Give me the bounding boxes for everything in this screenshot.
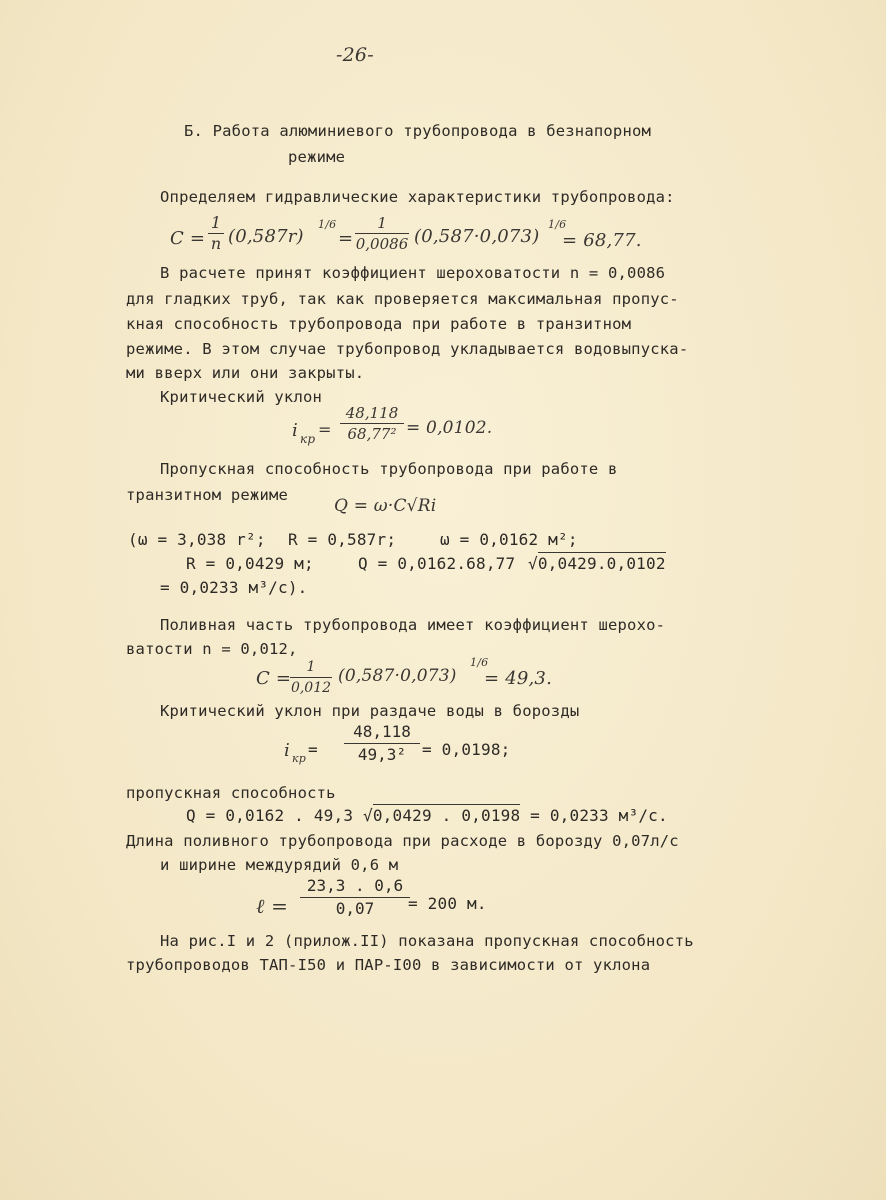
c2-fraction: 1 0,012 bbox=[290, 659, 332, 696]
para1-line3: кная способность трубопровода при работе в транзитном bbox=[126, 315, 632, 333]
section-heading-line1: Б. Работа алюминиевого трубопровода в безнапорном bbox=[184, 122, 652, 140]
formula-c-exp1: 1/6 bbox=[318, 218, 337, 231]
formula-c-result: = 68,77. bbox=[562, 230, 642, 251]
values-radicand: 0,0429.0,0102 bbox=[537, 554, 666, 573]
formula-c-fraction2: 1 0,0086 bbox=[355, 214, 409, 253]
q2-radicand: 0,0429 . 0,0198 bbox=[372, 806, 521, 825]
ikp1-sub: кр bbox=[300, 432, 316, 446]
c2-lhs: C = bbox=[256, 668, 292, 689]
c2-exp: 1/6 bbox=[470, 656, 489, 669]
formula-q2: Q = 0,0162 . 49,3 √0,0429 . 0,0198 = 0,0233 м³/с. bbox=[186, 806, 668, 825]
critical-slope2-label: Критический уклон при раздаче воды в борозды bbox=[160, 702, 580, 720]
intro-text: Определяем гидравлические характеристики трубопровода: bbox=[160, 188, 675, 206]
length-label-line2: и ширине междурядий 0,6 м bbox=[160, 856, 399, 874]
values-result: = 0,0233 м³/с). bbox=[160, 578, 308, 597]
formula-c-lhs: C = bbox=[170, 228, 206, 249]
c2-term: (0,587·0,073) bbox=[338, 666, 457, 686]
values-omega-value: ω = 0,0162 м²; bbox=[440, 530, 578, 549]
q2-result: = 0,0233 м³/с. bbox=[520, 806, 668, 825]
closing-line1: На рис.I и 2 (прилож.II) показана пропускная способность bbox=[160, 932, 694, 950]
ikp2-fraction: 48,118 49,3² bbox=[344, 722, 420, 765]
ikp2-sub: кр bbox=[292, 752, 307, 765]
ikp1-fraction: 48,118 68,77² bbox=[340, 404, 404, 443]
values-Q-calc: Q = 0,0162.68,77 bbox=[358, 554, 516, 573]
values-R: R = 0,0429 м; bbox=[186, 554, 314, 573]
para2-line2: ватости n = 0,012, bbox=[126, 640, 298, 658]
para1-line4: режиме. В этом случае трубопровод укладывается водовыпуска- bbox=[126, 340, 689, 358]
para1-line2: для гладких труб, так как проверяется максимальная пропус- bbox=[126, 290, 679, 308]
l-result: = 200 м. bbox=[408, 894, 487, 913]
ikp1-result: = 0,0102. bbox=[406, 418, 493, 438]
para1-line5: ми вверх или они закрыты. bbox=[126, 364, 365, 382]
length-label-line1: Длина поливного трубопровода при расходе в борозду 0,07л/с bbox=[126, 832, 679, 850]
para1-line1: В расчете принят коэффициент шероховатости n = 0,0086 bbox=[160, 264, 666, 282]
formula-c-fraction1: 1 n bbox=[208, 214, 224, 253]
capacity-label-line1: Пропускная способность трубопровода при работе в bbox=[160, 460, 618, 478]
formula-q: Q = ω·C√Ri bbox=[334, 496, 437, 516]
closing-line2: трубопроводов ТАП-I50 и ПАР-I00 в зависимости от уклона bbox=[126, 956, 651, 974]
values-radical: √0,0429.0,0102 bbox=[528, 554, 666, 573]
formula-c-term1: (0,587r) bbox=[228, 226, 304, 247]
para2-line1: Поливная часть трубопровода имеет коэффициент шерохо- bbox=[160, 616, 666, 634]
section-heading-line2: режиме bbox=[288, 148, 346, 166]
ikp1-lhs: i bbox=[292, 420, 298, 441]
formula-c-term2: (0,587·0,073) bbox=[414, 226, 540, 247]
l-lhs: ℓ = bbox=[256, 894, 289, 918]
ikp2-result: = 0,0198; bbox=[422, 740, 511, 759]
ikp2-eq: = bbox=[308, 740, 318, 759]
q2-prefix: Q = 0,0162 . 49,3 bbox=[186, 806, 354, 825]
ikp2-lhs: i bbox=[284, 740, 290, 761]
values-omega: (ω = 3,038 r²; bbox=[128, 530, 266, 549]
formula-c-exp2: 1/6 bbox=[548, 218, 567, 231]
c2-result: = 49,3. bbox=[484, 668, 553, 689]
capacity-label-line2: транзитном режиме bbox=[126, 486, 289, 504]
l-fraction: 23,3 . 0,6 0,07 bbox=[300, 876, 410, 919]
page-number: -26- bbox=[336, 44, 374, 66]
critical-slope-label: Критический уклон bbox=[160, 388, 323, 406]
capacity2-label: пропускная способность bbox=[126, 784, 336, 802]
ikp1-eq: = bbox=[318, 420, 332, 439]
formula-c-eq: = bbox=[338, 228, 354, 249]
values-r: R = 0,587r; bbox=[288, 530, 397, 549]
